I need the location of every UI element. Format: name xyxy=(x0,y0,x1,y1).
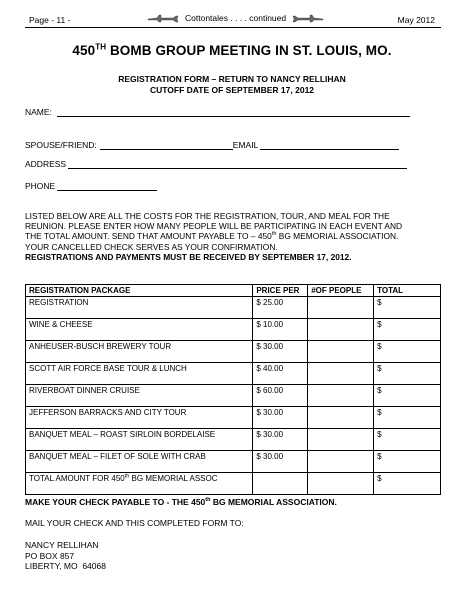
price-cell: $ 25.00 xyxy=(253,297,308,319)
total-row xyxy=(26,473,441,495)
instructions-line: YOUR CANCELLED CHECK SERVES AS YOUR CONFIRMATION. xyxy=(25,241,278,252)
phone-input-line[interactable] xyxy=(57,183,157,191)
address-line: PO BOX 857 xyxy=(25,550,75,561)
name-label: NAME: xyxy=(25,107,52,117)
total-cell[interactable]: $ xyxy=(374,297,441,319)
address-line: NANCY RELLIHAN xyxy=(25,540,99,550)
address-input-line[interactable] xyxy=(68,161,407,169)
mailing-address xyxy=(25,540,106,572)
name-input-line[interactable] xyxy=(57,109,410,117)
instructions-line: LISTED BELOW ARE ALL THE COSTS FOR THE REGISTRATION, TOUR, AND MEAL FOR THE xyxy=(25,211,390,221)
total-cell[interactable]: $ xyxy=(374,363,441,385)
address-line: LIBERTY, MO 64068 xyxy=(25,561,106,571)
people-cell[interactable] xyxy=(308,473,374,495)
package-cell: BANQUET MEAL – FILET OF SOLE WITH CRAB xyxy=(26,451,253,473)
header-date: May 2012 xyxy=(397,15,435,25)
page-number: Page - 11 - xyxy=(29,15,71,25)
total-cell[interactable]: $ xyxy=(374,429,441,451)
table-row xyxy=(26,451,441,473)
price-cell: $ 60.00 xyxy=(253,385,308,407)
total-cell[interactable]: $ xyxy=(374,407,441,429)
package-cell: WINE & CHEESE xyxy=(26,319,253,341)
registration-table xyxy=(25,284,441,495)
column-header: TOTAL xyxy=(374,285,441,297)
people-cell[interactable] xyxy=(308,363,374,385)
header-center xyxy=(147,13,324,23)
spouse-input-line[interactable] xyxy=(100,142,233,150)
spouse-email-field xyxy=(25,140,399,150)
people-cell[interactable] xyxy=(308,297,374,319)
page-title: 450TH BOMB GROUP MEETING IN ST. LOUIS, MO. xyxy=(72,42,392,58)
spouse-label: SPOUSE/FRIEND: xyxy=(25,140,97,150)
people-cell[interactable] xyxy=(308,407,374,429)
deadline-notice: REGISTRATIONS AND PAYMENTS MUST BE RECEIVED BY SEPTEMBER 17, 2012. xyxy=(25,251,352,262)
package-cell: BANQUET MEAL – ROAST SIRLOIN BORDELAISE xyxy=(26,429,253,451)
total-cell[interactable]: $ xyxy=(374,319,441,341)
total-label-cell: TOTAL AMOUNT FOR 450th BG MEMORIAL ASSOC xyxy=(26,473,253,495)
total-cell[interactable]: $ xyxy=(374,451,441,473)
airplane-icon xyxy=(147,14,179,23)
price-cell: $ 30.00 xyxy=(253,407,308,429)
people-cell[interactable] xyxy=(308,385,374,407)
price-cell: $ 30.00 xyxy=(253,451,308,473)
price-cell: $ 40.00 xyxy=(253,363,308,385)
check-payable-note: MAKE YOUR CHECK PAYABLE TO - THE 450th BG MEMORIAL ASSOCIATION. xyxy=(25,497,337,507)
price-cell: $ 30.00 xyxy=(253,341,308,363)
instructions-line: THE TOTAL AMOUNT. SEND THAT AMOUNT PAYABLE TO – 450th BG MEMORIAL ASSOCIATION. xyxy=(25,231,399,242)
table-row xyxy=(26,429,441,451)
form-subtitle: REGISTRATION FORM – RETURN TO NANCY RELLIHAN xyxy=(118,74,346,84)
column-header: #OF PEOPLE xyxy=(308,285,374,297)
price-cell xyxy=(253,473,308,495)
address-label: ADDRESS xyxy=(25,159,67,169)
price-cell: $ 30.00 xyxy=(253,429,308,451)
column-header: REGISTRATION PACKAGE xyxy=(26,285,253,297)
email-label: EMAIL xyxy=(232,140,259,150)
page-header xyxy=(25,12,441,28)
price-cell: $ 10.00 xyxy=(253,319,308,341)
address-field xyxy=(25,159,407,169)
name-field xyxy=(25,107,410,117)
table-row xyxy=(26,319,441,341)
package-cell: REGISTRATION xyxy=(26,297,253,319)
cutoff-date: CUTOFF DATE OF SEPTEMBER 17, 2012 xyxy=(149,85,315,95)
mail-instruction: MAIL YOUR CHECK AND THIS COMPLETED FORM TO: xyxy=(25,518,244,528)
table-header-row xyxy=(26,285,441,297)
package-cell: SCOTT AIR FORCE BASE TOUR & LUNCH xyxy=(26,363,253,385)
email-input-line[interactable] xyxy=(260,142,399,150)
phone-label: PHONE xyxy=(25,181,56,191)
table-row xyxy=(26,363,441,385)
airplane-icon xyxy=(292,14,324,23)
grand-total-cell[interactable]: $ xyxy=(374,473,441,495)
package-cell: ANHEUSER-BUSCH BREWERY TOUR xyxy=(26,341,253,363)
people-cell[interactable] xyxy=(308,319,374,341)
total-cell[interactable]: $ xyxy=(374,385,441,407)
table-row xyxy=(26,297,441,319)
column-header: PRICE PER xyxy=(253,285,308,297)
total-cell[interactable]: $ xyxy=(374,341,441,363)
people-cell[interactable] xyxy=(308,341,374,363)
package-cell: RIVERBOAT DINNER CRUISE xyxy=(26,385,253,407)
phone-field xyxy=(25,181,157,191)
people-cell[interactable] xyxy=(308,429,374,451)
package-cell: JEFFERSON BARRACKS AND CITY TOUR xyxy=(26,407,253,429)
instructions-line: REUNION. PLEASE ENTER HOW MANY PEOPLE WILL BE PARTICIPATING IN EACH EVENT AND xyxy=(25,221,403,232)
table-row xyxy=(26,407,441,429)
instructions xyxy=(25,211,445,262)
table-row xyxy=(26,385,441,407)
people-cell[interactable] xyxy=(308,451,374,473)
table-row xyxy=(26,341,441,363)
header-section: Cottontales . . . . continued xyxy=(185,13,287,23)
